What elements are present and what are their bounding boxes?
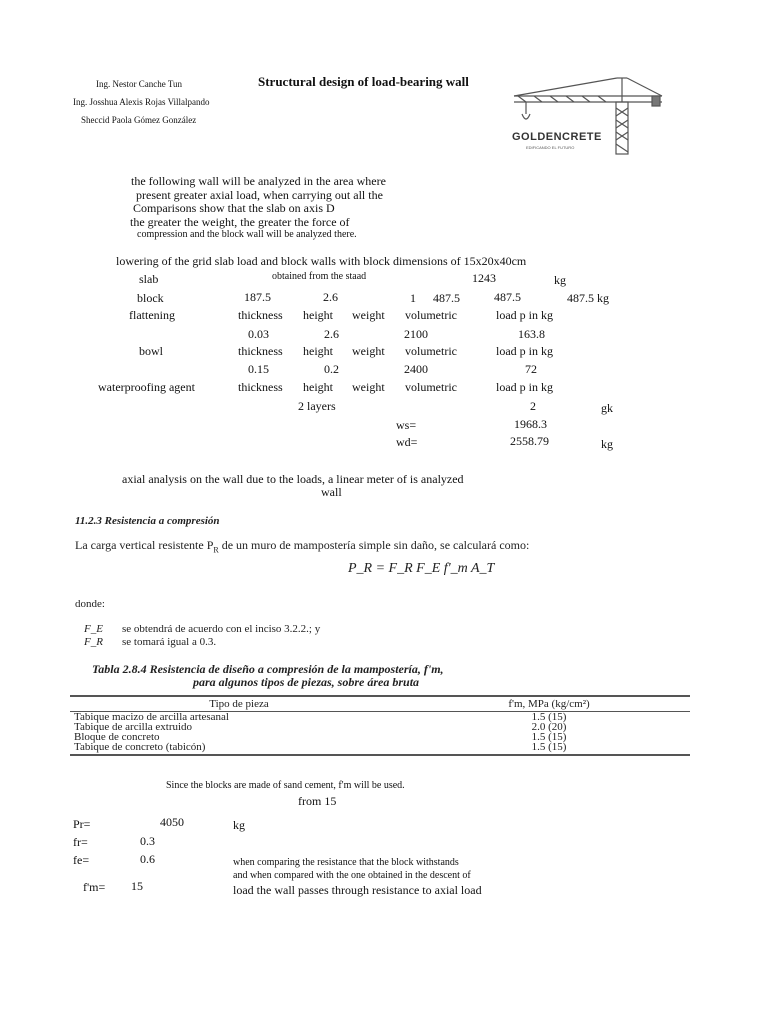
bowl-load: 72 <box>525 362 537 376</box>
pr-label: Pr= <box>73 817 91 831</box>
norm-section-title: 11.2.3 Resistencia a compresión <box>75 515 220 527</box>
table-row <box>70 722 690 732</box>
wd-unit: kg <box>601 437 613 451</box>
intro-line-5: compression and the block wall will be analyzed there. <box>137 229 357 240</box>
table-header-fm: f'm, MPa (kg/cm²) <box>408 696 690 712</box>
norm-fr-text: se tomará igual a 0.3. <box>122 636 217 648</box>
table-cell: Tabique de arcilla extruido <box>74 721 193 733</box>
company-logo <box>512 74 672 158</box>
slab-value: 1243 <box>472 271 496 285</box>
wd-value: 2558.79 <box>510 434 549 448</box>
fr-label: fr= <box>73 835 88 849</box>
block-value-5: 487.5 <box>494 290 521 304</box>
flattening-height: 2.6 <box>324 327 339 341</box>
waterproofing-col-height: height <box>303 380 333 394</box>
waterproofing-layers: 2 layers <box>298 399 336 413</box>
axial-line-1: axial analysis on the wall due to the loads, a linear meter of is analyzed <box>122 472 464 486</box>
calc-heading: lowering of the grid slab load and block walls with block dimensions of 15x20x40cm <box>116 254 527 268</box>
table-cell: 1.5 (15) <box>408 742 690 755</box>
norm-table-title-1: Tabla 2.8.4 Resistencia de diseño a compresión de la mampostería, f'm, <box>92 662 444 676</box>
bowl-weight: 2400 <box>404 362 428 376</box>
bowl-col-volumetric: volumetric <box>405 344 457 358</box>
flattening-col-weight: weight <box>352 308 385 322</box>
author-2: Ing. Josshua Alexis Rojas Villalpando <box>73 97 210 107</box>
waterproofing-col-weight: weight <box>352 380 385 394</box>
waterproofing-col-load: load p in kg <box>496 380 553 394</box>
bowl-thickness: 0.15 <box>248 362 269 376</box>
bowl-col-height: height <box>303 344 333 358</box>
table-cell: Tabique de concreto (tabicón) <box>70 742 408 755</box>
flattening-col-load: load p in kg <box>496 308 553 322</box>
author-1: Ing. Nestor Canche Tun <box>96 79 182 89</box>
norm-intro-text: La carga vertical resistente P <box>75 538 214 552</box>
table-header-row <box>70 696 690 712</box>
slab-label: slab <box>139 272 159 286</box>
block-label: block <box>137 291 164 305</box>
table-cell: 2.0 (20) <box>531 721 567 733</box>
intro-line-3: Comparisons show that the slab on axis D <box>133 201 335 215</box>
flattening-col-thickness: thickness <box>238 308 283 322</box>
table-cell: Tabique macizo de arcilla artesanal <box>74 711 229 723</box>
norm-formula: P_R = F_R F_E f'_m A_T <box>348 561 495 576</box>
waterproofing-col-thickness: thickness <box>238 380 283 394</box>
logo-text: GOLDENCRETE <box>512 131 602 143</box>
bowl-label: bowl <box>139 344 163 358</box>
waterproofing-col-volumetric: volumetric <box>405 380 457 394</box>
block-value-2: 2.6 <box>323 290 338 304</box>
block-value-6: 487.5 kg <box>567 291 609 305</box>
waterproofing-unit: gk <box>601 401 613 415</box>
bowl-height: 0.2 <box>324 362 339 376</box>
block-value-1: 187.5 <box>244 290 271 304</box>
intro-line-4: the greater the weight, the greater the force of <box>130 215 350 229</box>
logo-tagline: EDIFICANDO EL FUTURO <box>526 145 575 150</box>
waterproofing-label: waterproofing agent <box>98 380 195 394</box>
flattening-label: flattening <box>129 308 175 322</box>
norm-fe-symbol: F_E <box>84 623 103 635</box>
fe-value: 0.6 <box>140 852 155 866</box>
bowl-col-load: load p in kg <box>496 344 553 358</box>
flattening-load: 163.8 <box>518 327 545 341</box>
wd-label: wd= <box>396 435 418 449</box>
results-note-1: Since the blocks are made of sand cement, f'm will be used. <box>166 780 405 791</box>
pr-unit: kg <box>233 818 245 832</box>
waterproofing-load: 2 <box>530 399 536 413</box>
results-note-2: from 15 <box>298 794 337 808</box>
norm-table-title-2: para algunos tipos de piezas, sobre área bruta <box>193 675 420 689</box>
slab-source: obtained from the staad <box>272 271 367 282</box>
document-title: Structural design of load-bearing wall <box>258 74 469 89</box>
block-value-3: 1 <box>410 291 416 305</box>
norm-fe-text: se obtendrá de acuerdo con el inciso 3.2.2.; y <box>122 623 321 635</box>
fr-value: 0.3 <box>140 834 155 848</box>
slab-unit: kg <box>554 273 566 287</box>
conclusion-line-2: and when compared with the one obtained in the descent of <box>233 870 471 881</box>
flattening-col-height: height <box>303 308 333 322</box>
bowl-col-thickness: thickness <box>238 344 283 358</box>
norm-intro-sub: R <box>213 545 219 555</box>
table-cell: Bloque de concreto <box>74 731 160 743</box>
fm-value: 15 <box>131 879 143 893</box>
fm-label: f'm= <box>83 880 106 894</box>
intro-line-2: present greater axial load, when carrying out all the <box>136 188 383 202</box>
flattening-col-volumetric: volumetric <box>405 308 457 322</box>
block-value-4: 487.5 <box>433 291 460 305</box>
conclusion-line-1: when comparing the resistance that the block withstands <box>233 857 459 868</box>
fe-label: fe= <box>73 853 90 867</box>
norm-donde: donde: <box>75 598 105 610</box>
bowl-col-weight: weight <box>352 344 385 358</box>
ws-label: ws= <box>396 418 417 432</box>
table-cell: 1.5 (15) <box>531 731 567 743</box>
author-3: Sheccid Paola Gómez González <box>81 115 197 125</box>
intro-line-1: the following wall will be analyzed in the area where <box>131 174 386 188</box>
ws-value: 1968.3 <box>514 417 547 431</box>
flattening-weight: 2100 <box>404 327 428 341</box>
flattening-thickness: 0.03 <box>248 327 269 341</box>
pr-value: 4050 <box>160 815 184 829</box>
norm-fr-symbol: F_R <box>84 636 103 648</box>
compression-resistance-table <box>70 695 690 756</box>
table-header-piece-type: Tipo de pieza <box>70 696 408 712</box>
table-cell: 1.5 (15) <box>531 711 567 723</box>
norm-intro <box>75 538 529 554</box>
axial-line-2: wall <box>321 485 342 499</box>
table-row <box>70 742 690 755</box>
norm-intro-rest: de un muro de mampostería simple sin daño, se calculará como: <box>218 538 530 552</box>
conclusion-line-3: load the wall passes through resistance to axial load <box>233 883 482 897</box>
